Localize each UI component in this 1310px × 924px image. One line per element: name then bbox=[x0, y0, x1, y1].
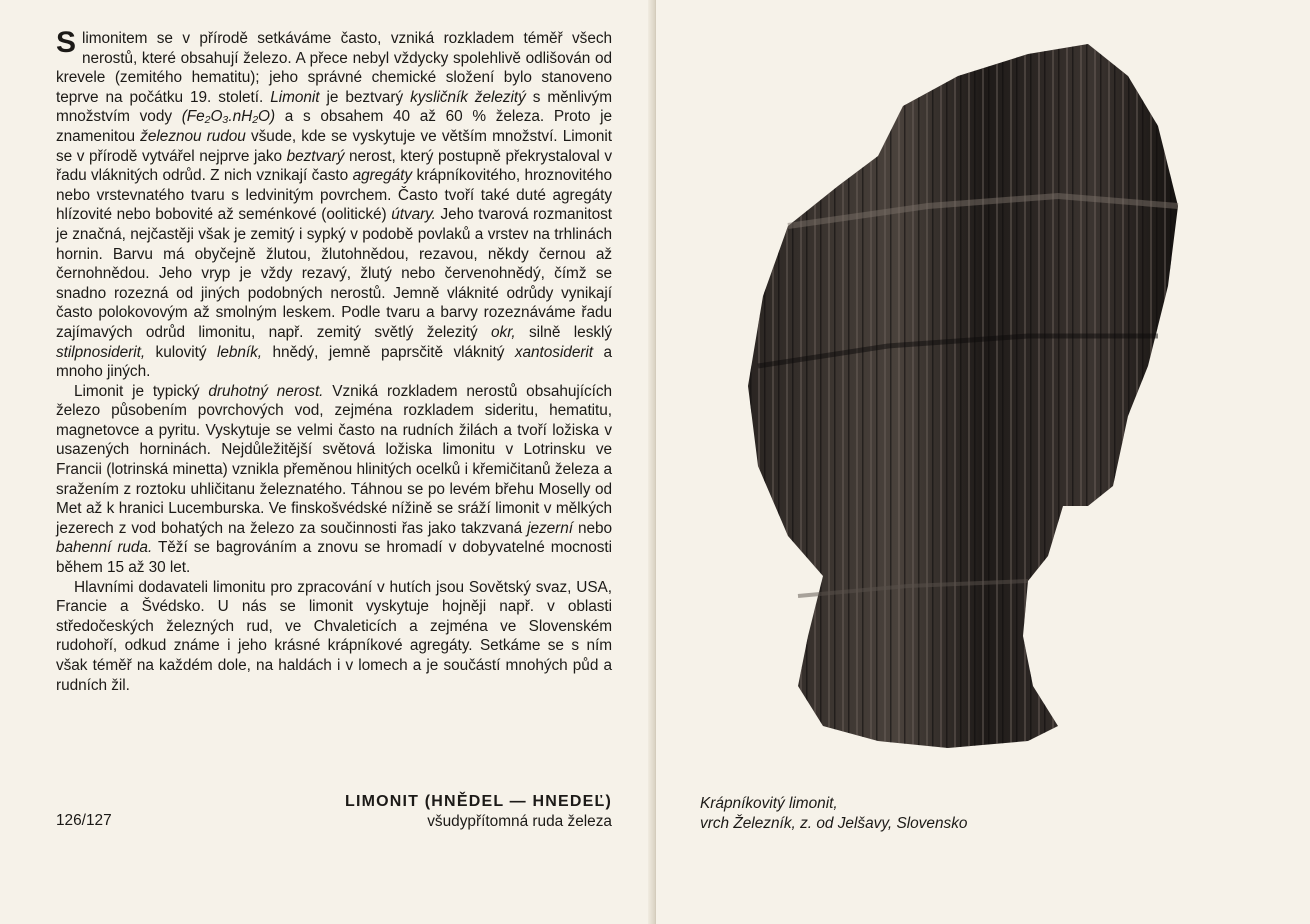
text-run: hnědý, jemně paprsčitě vláknitý bbox=[261, 343, 515, 361]
mineral-heading: LIMONIT (HNĚDEL — HNEDEĽ) bbox=[344, 793, 612, 810]
text-run: nebo bbox=[572, 519, 612, 537]
drop-cap: S bbox=[56, 26, 76, 59]
limonite-photo bbox=[728, 36, 1268, 756]
page-numbers: 126/127 bbox=[56, 812, 112, 829]
text-run: limonitem se v přírodě setkáváme často, vzniká rozkladem téměř všech nerostů, které obsahují železo. A přece nebyl vždycky spolehlivě odlišován od krevele (zemitého hematitu); jeho správné chemické složení bylo stanoveno teprve na počátku 19. století. bbox=[56, 30, 612, 106]
text-run: krápníkovitého, hroznovitého nebo vrstevnatého tvaru s ledvinitým povrchem. Často tvoří také duté agregáty hlízovité nebo bobovité až seménkové (oolitické) bbox=[56, 167, 612, 224]
photo-caption bbox=[700, 794, 967, 833]
entry-title-block bbox=[192, 792, 612, 832]
italic-term: železnou rudou bbox=[140, 127, 246, 145]
article-body bbox=[56, 26, 613, 695]
italic-term: agregáty bbox=[352, 167, 413, 185]
italic-term: kysličník železitý bbox=[410, 88, 526, 106]
left-page bbox=[0, 0, 654, 924]
italic-term: beztvarý bbox=[286, 147, 345, 165]
italic-term: xantosiderit bbox=[514, 343, 593, 361]
text-run: všude, kde se vyskytuje ve větším množství. Limonit se v přírodě vytvářel nejprve jako bbox=[56, 127, 612, 165]
italic-term: stilpnosiderit, bbox=[56, 343, 146, 361]
mineral-subheading: všudypřítomná ruda železa bbox=[427, 813, 612, 830]
right-page bbox=[656, 0, 1310, 924]
article-paragraph bbox=[56, 382, 612, 578]
text-run: a mnoho jiných. bbox=[56, 343, 612, 381]
caption-line-1: Krápníkovitý limonit, bbox=[700, 795, 838, 812]
caption-line-2: vrch Železník, z. od Jelšavy, Slovensko bbox=[700, 814, 968, 832]
article-paragraph bbox=[56, 26, 612, 382]
italic-term: okr, bbox=[491, 323, 516, 341]
text-run: Vzniká rozkladem nerostů obsahujících železo působením povrchových vod, zejména rozkladem sideritu, hematitu, magnetovce a pyritu. Vyskytuje se velmi často na rudních žilách a tvoří ložiska v usazených horninách. Nejdůležitější světová ložiska limonitu v Lotrinsku ve Francii (lotrinská minetta) vznikla přeměnou hlinitých ocelků i křemičitanů železa a sražením z roztoku uhličitanu železnatého. Táhnou se po levém břehu Moselly od Met až k hranici Lucemburska. Ve finskošvédské nížině se sráží limonit v mělkých jezerech z vod bohatých na železo za součinnosti řas jako takzvaná bbox=[56, 382, 613, 537]
italic-term: Limonit bbox=[270, 88, 320, 106]
text-run: Jeho tvarová rozmanitost je značná, nejčastěji však je zemitý i sypký v podobě povlaků a vrstev na trhlinách hornin. Barvu má obyčejně žlutou, žlutohnědou, rezavou, někdy černou až černohnědou. Jeho vryp je vždy rezavý, žlutý nebo červenohnědý, čímž se snadno rozezná od jiných podobných nerostů. Jemně vláknité odrůdy vynikají často polokovovým až smolným leskem. Podle tvaru a barvy rozeznáváme řadu zajímavých odrůd limonitu, např. zemitý světlý železitý bbox=[56, 206, 612, 341]
text-run: Hlavními dodavateli limonitu pro zpracování v hutích jsou Sovětský svaz, USA, Francie a Švédsko. U nás se limonit vyskytuje hojněji např. v oblasti středočeských železných rud, ve Chvaleticích a zejména ve Slovenském rudohoří, odkud známe i jeho krásné krápníkové agregáty. Setkáme se s ním však téměř na každém dole, na haldách i v lomech a je součástí mnohých půd a rudních žil. bbox=[56, 578, 612, 694]
italic-term: (Fe₂O₃.nH₂O) bbox=[181, 108, 276, 126]
italic-term: jezerní bbox=[527, 519, 573, 537]
italic-term: bahenní ruda. bbox=[56, 539, 153, 557]
text-run: Limonit je typický bbox=[74, 382, 209, 400]
italic-term: útvary. bbox=[391, 206, 436, 224]
text-run: s měnlivým množstvím vody bbox=[56, 88, 612, 126]
text-run: je beztvarý bbox=[319, 88, 411, 106]
text-run: a s obsahem 40 až 60 % železa. Proto je znamenitou bbox=[56, 108, 612, 145]
italic-term: lebník, bbox=[216, 343, 262, 361]
text-run: kulovitý bbox=[145, 343, 217, 361]
article-paragraph bbox=[56, 578, 612, 696]
text-run: nerost, který postupně překrystaloval v řadu vláknitých odrůd. Z nich vznikají často bbox=[56, 147, 612, 185]
italic-term: druhotný nerost. bbox=[208, 382, 324, 400]
text-run: silně lesklý bbox=[515, 323, 612, 341]
limonite-specimen-image bbox=[728, 36, 1268, 756]
text-run: Těží se bagrováním a znovu se hromadí v dobyvatelné mocnosti během 15 až 30 let. bbox=[56, 539, 612, 577]
